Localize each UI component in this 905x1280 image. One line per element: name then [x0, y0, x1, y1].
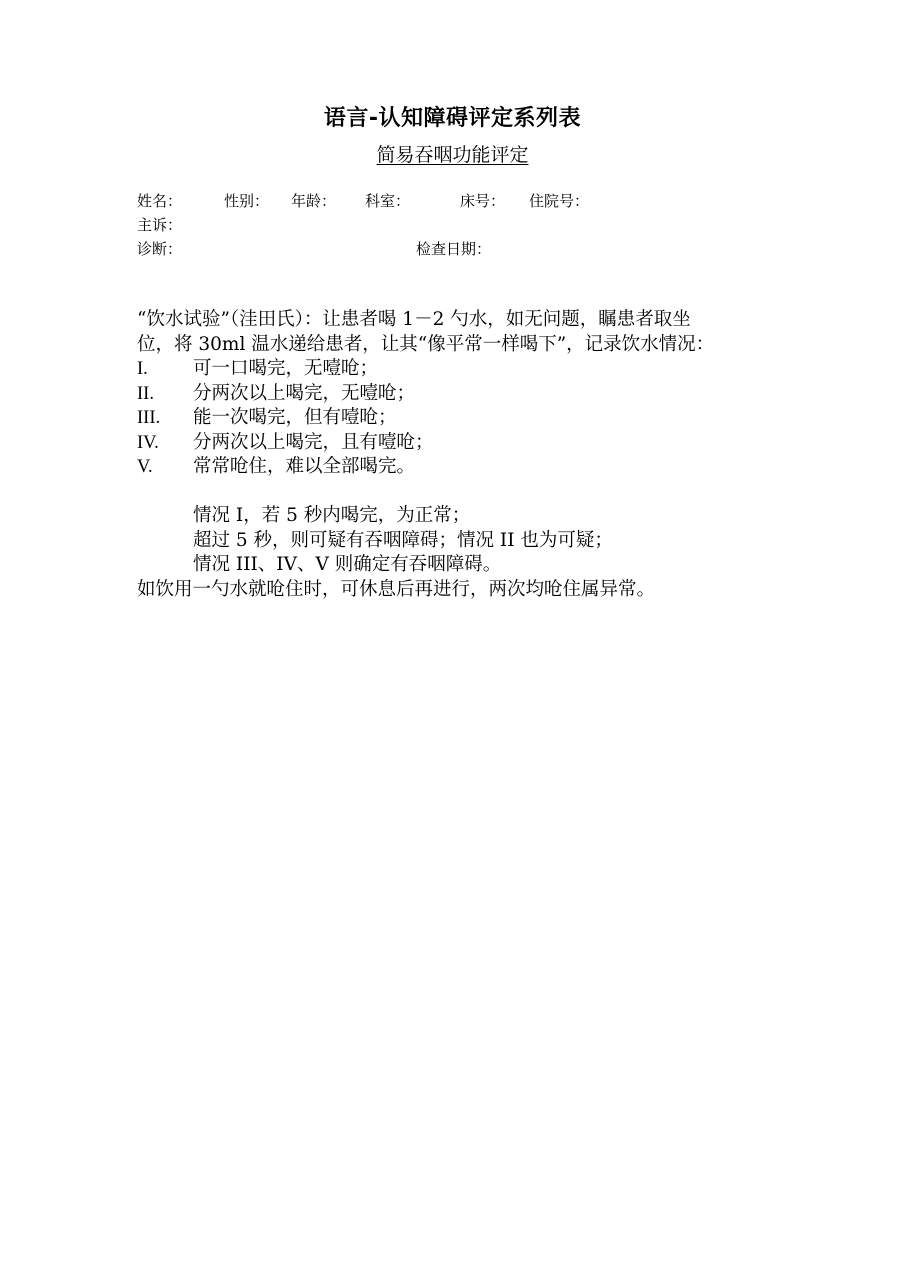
name-field-label: 姓名： — [137, 192, 183, 210]
intro-line-2: 位，将 30ml 温水递给患者，让其“像平常一样喝下”，记录饮水情况： — [137, 333, 715, 355]
intro-line-1: “饮水试验”（洼田氏）：让患者喝 1－2 勺水，如无问题，瞩患者取坐 — [137, 309, 691, 330]
complaint-field-label: 主诉： — [137, 216, 183, 234]
closing-line: 如饮用一勺水就呛住时，可休息后再进行，两次均呛住属异常。 — [137, 578, 656, 600]
gender-field-label: 性别： — [224, 192, 270, 210]
bed-field-label: 床号： — [460, 192, 506, 210]
list-item-text: 分两次以上喝完，且有噎呛； — [193, 431, 434, 453]
subtitle-text: 简易吞咽功能评定 — [376, 144, 529, 166]
drinking-result-list — [137, 357, 777, 480]
age-field-label: 年龄： — [291, 192, 337, 210]
exam-date-field-label: 检查日期： — [416, 240, 492, 258]
list-item-number: IV. — [137, 432, 159, 453]
list-item-text: 可一口喝完，无噎呛； — [193, 358, 379, 379]
criteria-line-2: 超过 5 秒，则可疑有吞咽障碍；情况 II 也为可疑； — [193, 529, 613, 551]
document-body — [137, 308, 777, 602]
criteria-line-1: 情况 I，若 5 秒内喝完，为正常； — [193, 505, 471, 526]
list-item-text: 分两次以上喝完，无噎呛； — [193, 382, 416, 404]
document-subtitle — [0, 142, 905, 168]
list-item-number: I. — [137, 359, 148, 379]
spacer — [137, 480, 777, 505]
list-item — [137, 357, 777, 382]
diagnosis-field-label: 诊断： — [137, 240, 183, 258]
list-item-text: 能一次喝完，但有噎呛； — [193, 407, 397, 428]
list-item — [137, 431, 777, 456]
list-item-number: III. — [137, 408, 161, 428]
list-item — [137, 406, 777, 431]
document-title: 语言-认知障碍评定系列表 — [323, 106, 582, 131]
admission-number-field-label: 住院号： — [529, 192, 590, 210]
list-item-number: II. — [137, 383, 154, 404]
list-item — [137, 382, 777, 407]
department-field-label: 科室： — [365, 192, 411, 210]
criteria-line-3: 情况 III、IV、V 则确定有吞咽障碍。 — [193, 554, 502, 575]
list-item — [137, 455, 777, 480]
list-item-text: 常常呛住，难以全部喝完。 — [193, 456, 416, 477]
list-item-number: V. — [137, 457, 153, 477]
